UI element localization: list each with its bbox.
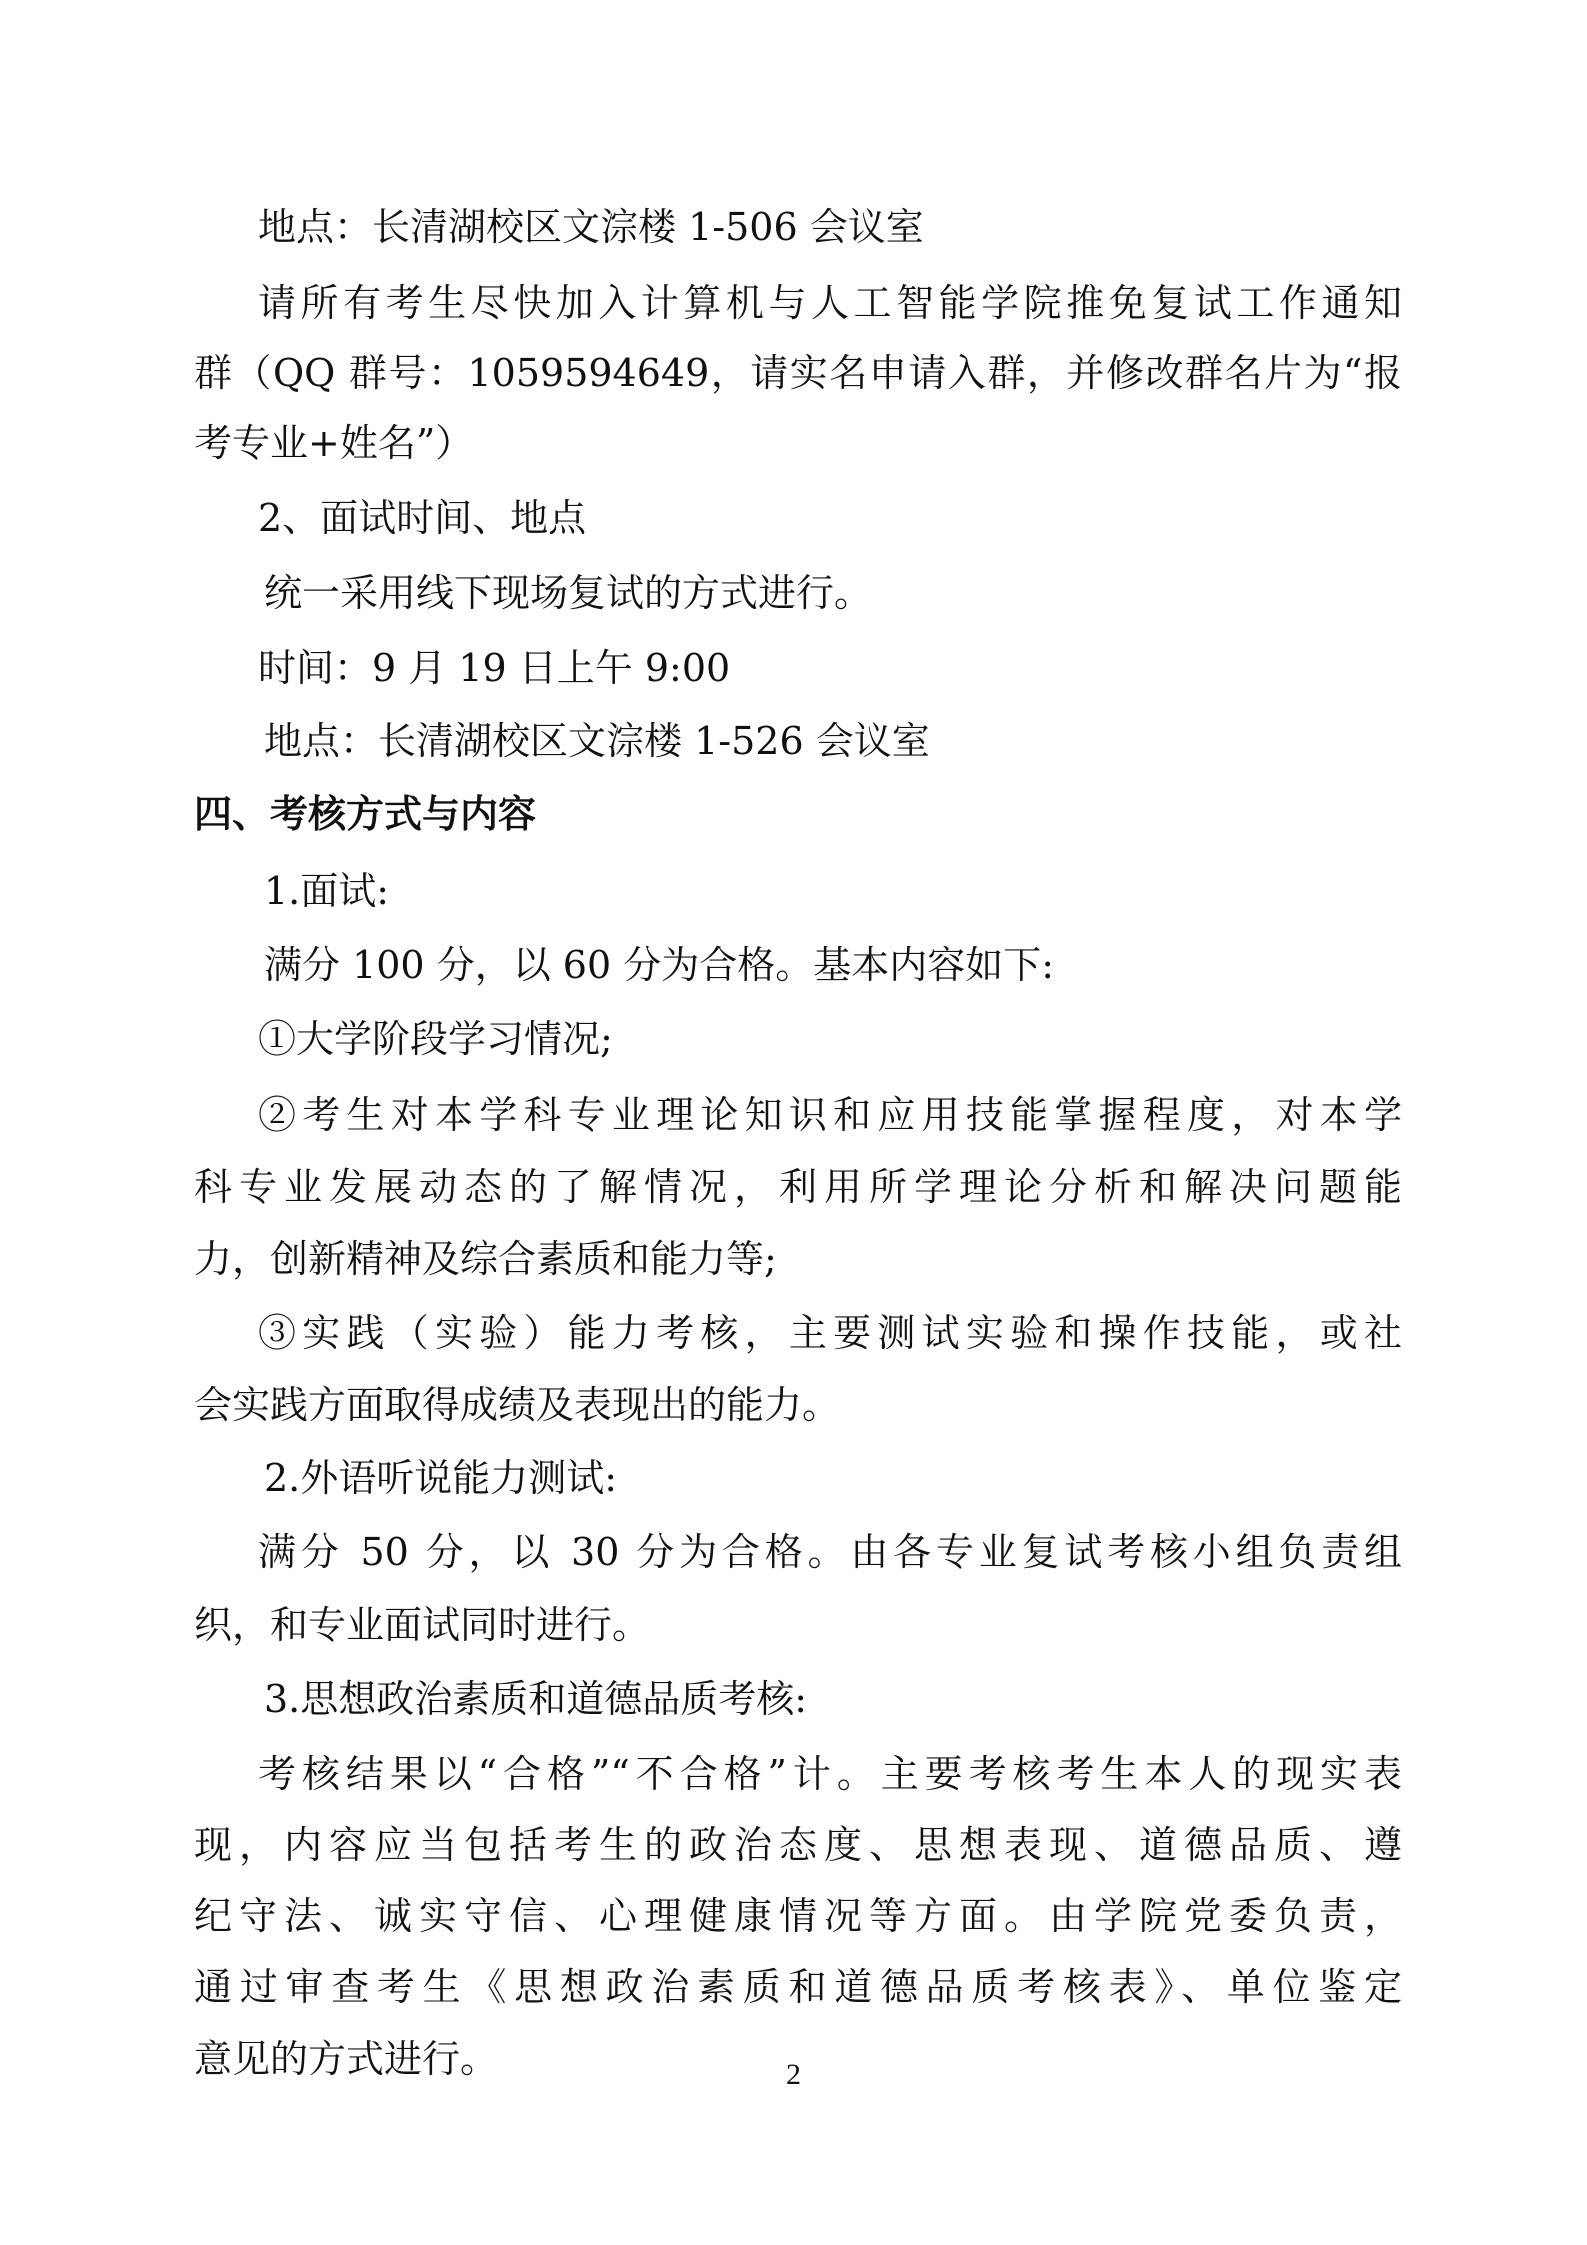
- item-interview-title: 1.面试:: [264, 869, 390, 913]
- language-test-line-2: 织，和专业面试同时进行。: [194, 1603, 651, 1647]
- section-heading-assessment: 四、考核方式与内容: [194, 792, 537, 836]
- location-line-1: 地点：长清湖校区文淙楼 1-506 会议室: [258, 205, 924, 249]
- ethics-line-3: 纪守法、诚实守信、心理健康情况等方面。由学院党委负责，: [194, 1894, 1402, 1938]
- interview-point-2-line-3: 力，创新精神及综合素质和能力等;: [194, 1237, 777, 1281]
- interview-method-line: 统一采用线下现场复试的方式进行。: [264, 571, 873, 615]
- interview-time-place-heading: 2、面试时间、地点: [258, 496, 587, 540]
- interview-point-1: ①大学阶段学习情况;: [258, 1017, 613, 1061]
- ethics-line-1: 考核结果以“合格”“不合格”计。主要考核考生本人的现实表: [258, 1752, 1402, 1796]
- item-language-test-title: 2.外语听说能力测试:: [264, 1456, 618, 1500]
- interview-point-3-line-1: ③实践（实验）能力考核，主要测试实验和操作技能，或社: [258, 1311, 1402, 1355]
- qq-group-notice-line-2: 群（QQ 群号：1059594649，请实名申请入群，并修改群名片为“报: [194, 351, 1402, 395]
- ethics-line-2: 现，内容应当包括考生的政治态度、思想表现、道德品质、遵: [194, 1823, 1402, 1867]
- interview-time-line: 时间：9 月 19 日上午 9:00: [258, 646, 731, 690]
- ethics-line-5: 意见的方式进行。: [194, 2037, 499, 2081]
- page-number: 2: [786, 2058, 801, 2091]
- ethics-line-4: 通过审查考生《思想政治素质和道德品质考核表》、单位鉴定: [194, 1965, 1402, 2009]
- interview-point-3-line-2: 会实践方面取得成绩及表现出的能力。: [194, 1383, 841, 1427]
- location-line-2: 地点：长清湖校区文淙楼 1-526 会议室: [264, 719, 930, 763]
- qq-group-notice-line-1: 请所有考生尽快加入计算机与人工智能学院推免复试工作通知: [258, 281, 1402, 325]
- interview-score-line: 满分 100 分，以 60 分为合格。基本内容如下:: [264, 943, 1055, 987]
- interview-point-2-line-2: 科专业发展动态的了解情况，利用所学理论分析和解决问题能: [194, 1165, 1402, 1209]
- item-ethics-title: 3.思想政治素质和道德品质考核:: [264, 1677, 808, 1721]
- interview-point-2-line-1: ②考生对本学科专业理论知识和应用技能掌握程度，对本学: [258, 1093, 1402, 1137]
- qq-group-notice-line-3: 考专业+姓名”）: [194, 421, 474, 465]
- language-test-line-1: 满分 50 分，以 30 分为合格。由各专业复试考核小组负责组: [258, 1530, 1402, 1574]
